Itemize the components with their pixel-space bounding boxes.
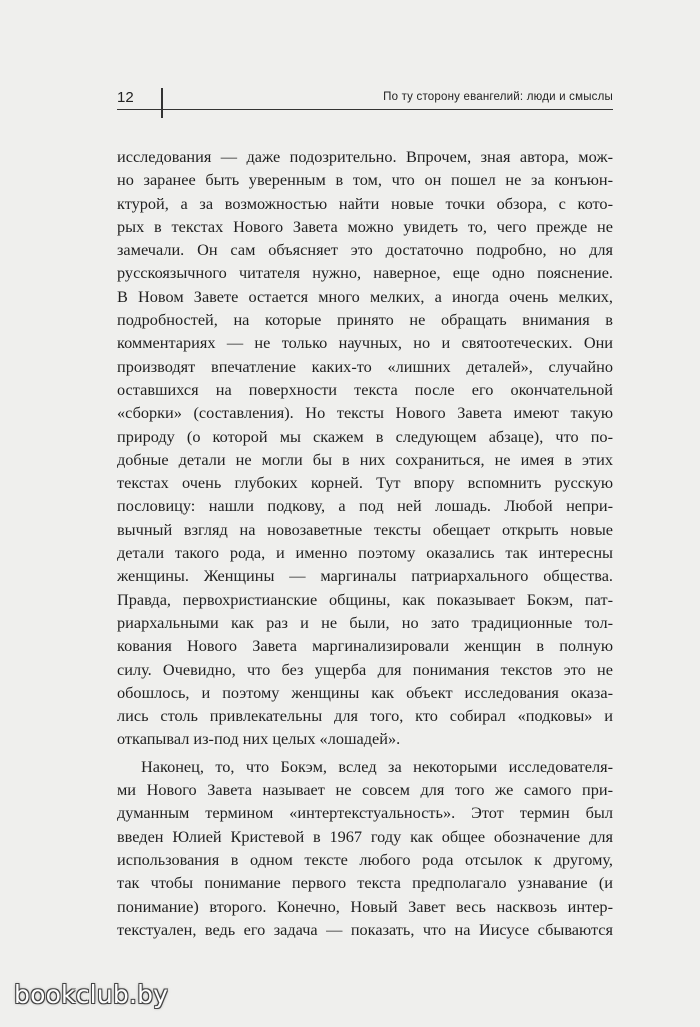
text-line: комментариях — не только научных, но и святоотеческих. Они — [117, 333, 613, 353]
running-title: По ту сторону евангелий: люди и смыслы — [383, 91, 613, 103]
paragraph — [117, 145, 613, 751]
text-line: пословицу: нашли подкову, а под ней лошадь. Любой непри- — [117, 496, 613, 516]
text-line: Правда, первохристианские общины, как показывает Бокэм, пат- — [117, 589, 613, 609]
text-line: использования в одном тексте любого рода отсылок к другому, — [117, 849, 613, 869]
text-line: добные детали не могли бы в них сохраниться, не имея в этих — [117, 449, 613, 469]
text-line: природу (о которой мы скажем в следующем абзаце), что по- — [117, 426, 613, 446]
text-line: «сборки» (составления). Но тексты Нового Завета имеют такую — [117, 403, 613, 423]
body-text — [117, 145, 613, 941]
text-line: введен Юлией Кристевой в 1967 году как общее обозначение для — [117, 826, 613, 846]
text-line: детали такого рода, и именно поэтому оказались так интересны — [117, 543, 613, 563]
text-line: силу. Очевидно, что без ущерба для понимания текстов это не — [117, 659, 613, 679]
text-line: оставшихся на поверхности текста после его окончательной — [117, 379, 613, 399]
text-line: текстах очень глубоких корней. Тут впору вспомнить русскую — [117, 473, 613, 493]
watermark-logo: bookclub.by — [14, 980, 169, 1009]
text-line: обошлось, и поэтому женщины как объект исследования оказа- — [117, 682, 613, 702]
header-rule — [117, 109, 613, 110]
text-line: риархальными как раз и не были, но зато традиционные тол- — [117, 612, 613, 632]
text-line: откапывал из-под них целых «лошадей». — [117, 729, 401, 749]
text-line: Наконец, то, что Бокэм, вслед за некоторыми исследователя- — [141, 756, 613, 776]
text-line: производят впечатление каких-то «лишних деталей», случайно — [117, 356, 613, 376]
text-line: исследования — даже подозрительно. Впрочем, зная автора, мож- — [117, 147, 613, 166]
text-line: понимание) второго. Конечно, Новый Завет весь насквозь интер- — [117, 896, 613, 916]
text-line: рых в текстах Нового Завета можно увидеть то, чего прежде не — [117, 216, 613, 236]
header-divider — [161, 88, 163, 118]
text-line: замечали. Он сам объясняет это достаточно подробно, но для — [117, 240, 613, 260]
text-line: текстуален, ведь его задача — показать, что на Иисусе сбываются — [117, 919, 613, 939]
text-line: так чтобы понимание первого текста предполагало узнавание (и — [117, 873, 613, 893]
page-number: 12 — [117, 89, 134, 106]
text-line: но заранее быть уверенным в том, что он пошел не за конъюн- — [117, 170, 613, 190]
page-header — [117, 88, 613, 118]
text-line: лись столь привлекательны для того, кто собирал «подковы» и — [117, 706, 613, 726]
paragraph — [117, 755, 613, 941]
text-line: вычный взгляд на новозаветные тексты обещает открыть новые — [117, 519, 613, 539]
text-line: ктурой, а за возможностью найти новые точки обзора, с кото- — [117, 193, 613, 213]
text-line: женщины. Женщины — маргиналы патриархального общества. — [117, 566, 613, 586]
text-line: подробностей, на которые принято не обращать внимания в — [117, 310, 613, 330]
text-line: думанным термином «интертекстуальность». Этот термин был — [117, 803, 613, 823]
text-line: русскоязычного читателя нужно, наверное, еще одно пояснение. — [117, 263, 613, 283]
text-line: В Новом Завете остается много мелких, а иногда очень мелких, — [117, 286, 613, 306]
text-line: кования Нового Завета маргинализировали женщин в полную — [117, 636, 613, 656]
text-line: ми Нового Завета называет не совсем для того же самого при- — [117, 780, 613, 800]
